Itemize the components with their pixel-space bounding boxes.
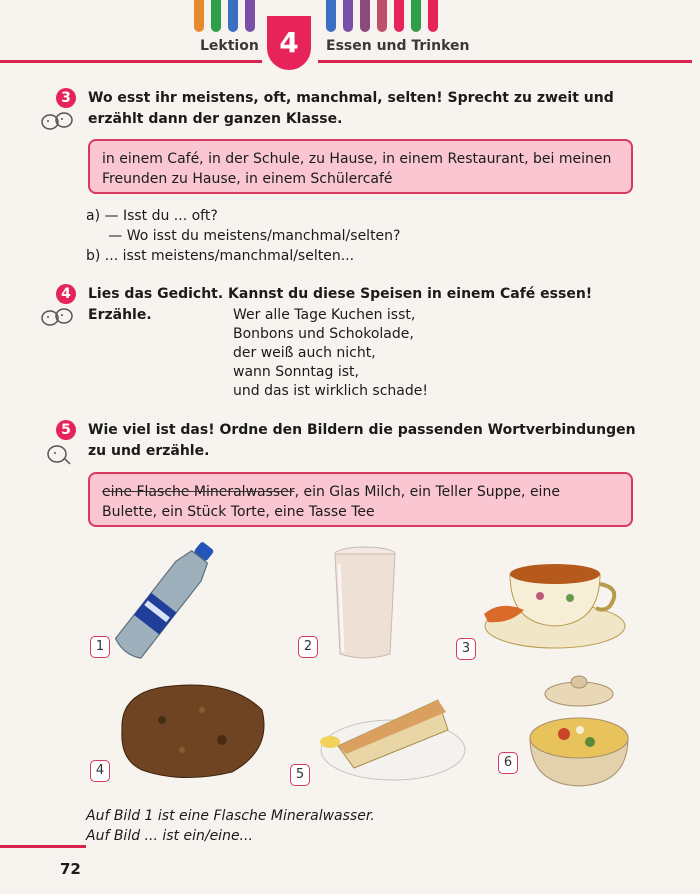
poem-line: Wer alle Tage Kuchen isst, [233, 307, 416, 323]
picture-number-2: 2 [298, 636, 318, 658]
header-line-left [0, 60, 262, 63]
dialog-line: — Wo isst du meistens/manchmal/selten? [86, 228, 401, 244]
caption-example: Auf Bild 1 ist eine Flasche Mineralwasser. [86, 808, 375, 824]
dialog-line: a) — Isst du ... oft? [86, 208, 218, 224]
pair-work-icon [40, 308, 76, 333]
header-bars-left [194, 0, 255, 32]
lesson-label: Lektion [200, 38, 259, 54]
poem-line: Bonbons und Schokolade, [233, 326, 414, 342]
footer-line [0, 845, 86, 848]
tea-cup-icon [480, 556, 630, 656]
picture-number-4: 4 [90, 760, 110, 782]
task-3-word-box: in einem Café, in der Schule, zu Hause, in einem Restaurant, bei meinen Freunden zu Hause, in einem Schülercafé [88, 139, 633, 194]
poem [233, 306, 428, 401]
task-5-instruction: Wie viel ist das! Ordne den Bildern die passenden Wortverbindungen zu und erzähle. [88, 422, 636, 459]
pair-work-icon [40, 112, 76, 137]
task-4-instruction: Lies das Gedicht. Kannst du diese Speisen in einem Café essen! Erzähle. [88, 286, 593, 323]
task-5-word-box [88, 472, 633, 527]
task-4-number: 4 [56, 284, 76, 304]
chapter-title: Essen und Trinken [326, 38, 470, 54]
speech-icon [46, 444, 72, 471]
milk-glass-icon [330, 544, 400, 664]
header-line-right [318, 60, 692, 63]
meatball-icon [112, 680, 272, 782]
poem-line: der weiß auch nicht, [233, 345, 376, 361]
picture-number-6: 6 [498, 752, 518, 774]
picture-number-3: 3 [456, 638, 476, 660]
soup-bowl-icon [524, 672, 634, 792]
task-3-instruction: Wo esst ihr meistens, oft, manchmal, selten! Sprecht zu zweit und erzählt dann der ganzen Klasse. [88, 90, 614, 127]
cake-slice-icon [318, 690, 468, 785]
picture-number-1: 1 [90, 636, 110, 658]
poem-line: wann Sonntag ist, [233, 364, 359, 380]
caption-template: Auf Bild ... ist ein/eine... [86, 828, 253, 844]
dialog-line: b) ... isst meistens/manchmal/selten... [86, 248, 355, 264]
page-number: 72 [60, 860, 81, 878]
task-3-dialog [86, 206, 400, 266]
lesson-number-badge: 4 [267, 16, 311, 70]
picture-number-5: 5 [290, 764, 310, 786]
task-5-number: 5 [56, 420, 76, 440]
example-struck-text: eine Flasche Mineralwasser [102, 484, 295, 500]
header-bars-right [326, 0, 438, 32]
poem-line: und das ist wirklich schade! [233, 383, 428, 399]
word-list: , ein Glas Milch, ein Teller Suppe, eine Bulette, ein Stück Torte, eine Tasse Tee [102, 484, 560, 520]
task-3-number: 3 [56, 88, 76, 108]
